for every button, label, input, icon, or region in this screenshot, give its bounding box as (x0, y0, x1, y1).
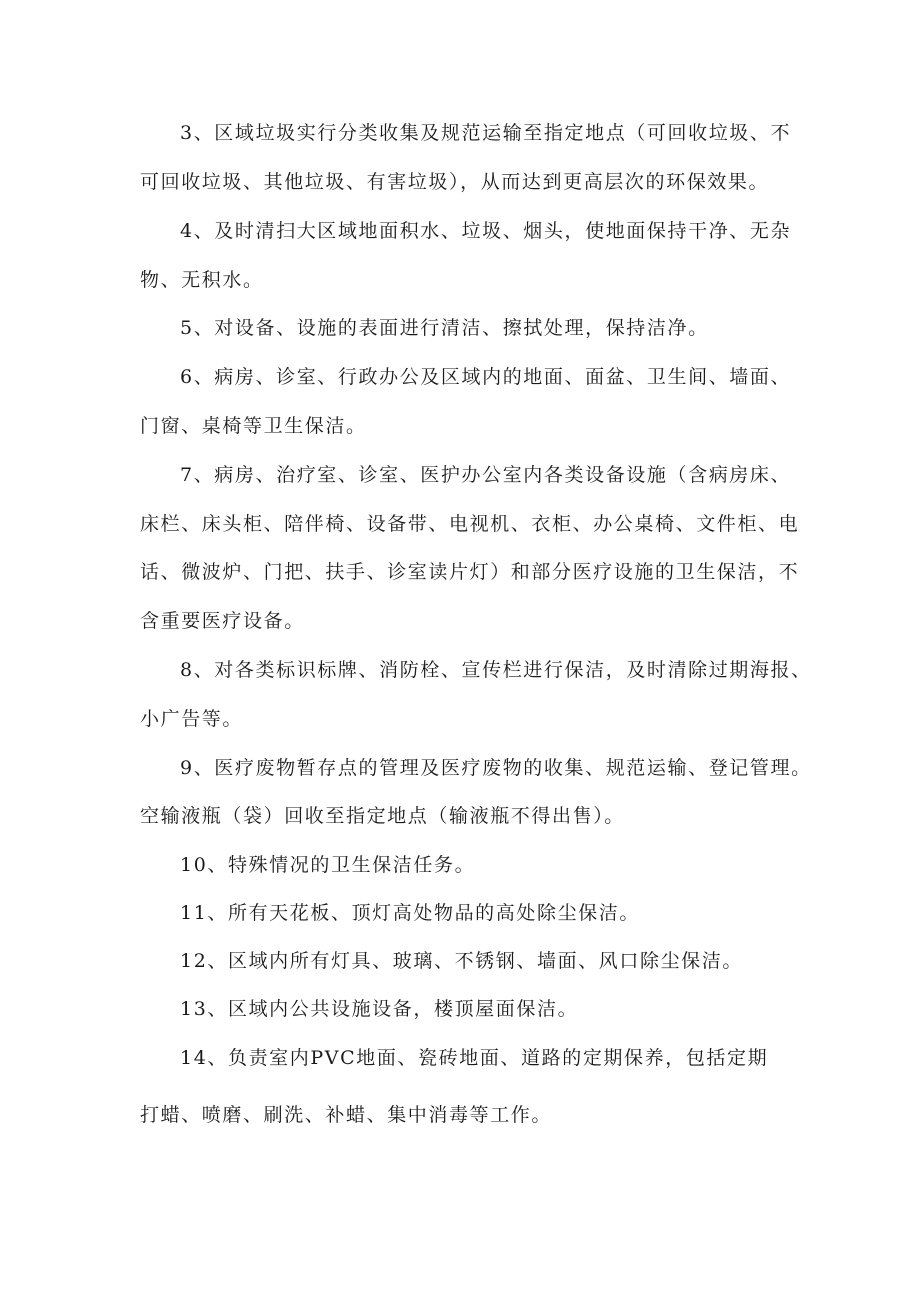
paragraph-line: 11、所有天花板、顶灯高处物品的高处除尘保洁。 (180, 902, 640, 924)
paragraph-line: 含重要医疗设备。 (140, 610, 305, 632)
paragraph-line: 6、病房、诊室、行政办公及区域内的地面、面盆、卫生间、墙面、 (180, 366, 792, 388)
paragraph-line: 空输液瓶（袋）回收至指定地点（输液瓶不得出售）。 (140, 805, 625, 827)
paragraph-line: 10、特殊情况的卫生保洁任务。 (180, 854, 476, 876)
paragraph-line: 可回收垃圾、其他垃圾、有害垃圾），从而达到更高层次的环保效果。 (140, 171, 770, 193)
paragraph-line: 9、医疗废物暂存点的管理及医疗废物的收集、规范运输、登记管理。 (180, 757, 812, 779)
paragraph-line: 12、区域内所有灯具、玻璃、不锈钢、墙面、风口除尘保洁。 (180, 950, 743, 972)
paragraph-line: 物、无积水。 (140, 269, 264, 291)
paragraph-line: 打蜡、喷磨、刷洗、补蜡、集中消毒等工作。 (140, 1104, 553, 1126)
paragraph-line: 8、对各类标识标牌、消防栓、宣传栏进行保洁，及时清除过期海报、 (180, 659, 812, 681)
paragraph-line: 7、病房、治疗室、诊室、医护办公室内各类设备设施（含病房床、 (180, 464, 792, 486)
paragraph-line: 话、微波炉、门把、扶手、诊室读片灯）和部分医疗设施的卫生保洁，不 (140, 561, 800, 583)
paragraph-line: 门窗、桌椅等卫生保洁。 (140, 415, 367, 437)
paragraph-line: 14、负责室内PVC地面、瓷砖地面、道路的定期保养，包括定期 (180, 1047, 769, 1069)
paragraph-line: 3、区域垃圾实行分类收集及规范运输至指定地点（可回收垃圾、不 (180, 122, 792, 144)
paragraph-line: 4、及时清扫大区域地面积水、垃圾、烟头，使地面保持干净、无杂 (180, 220, 792, 242)
paragraph-line: 13、区域内公共设施设备，楼顶屋面保洁。 (180, 998, 579, 1020)
paragraph-line: 5、对设备、设施的表面进行清洁、擦拭处理，保持洁净。 (180, 317, 709, 339)
paragraph-line: 小广告等。 (140, 708, 244, 730)
paragraph-line: 床栏、床头柜、陪伴椅、设备带、电视机、衣柜、办公桌椅、文件柜、电 (140, 513, 800, 535)
